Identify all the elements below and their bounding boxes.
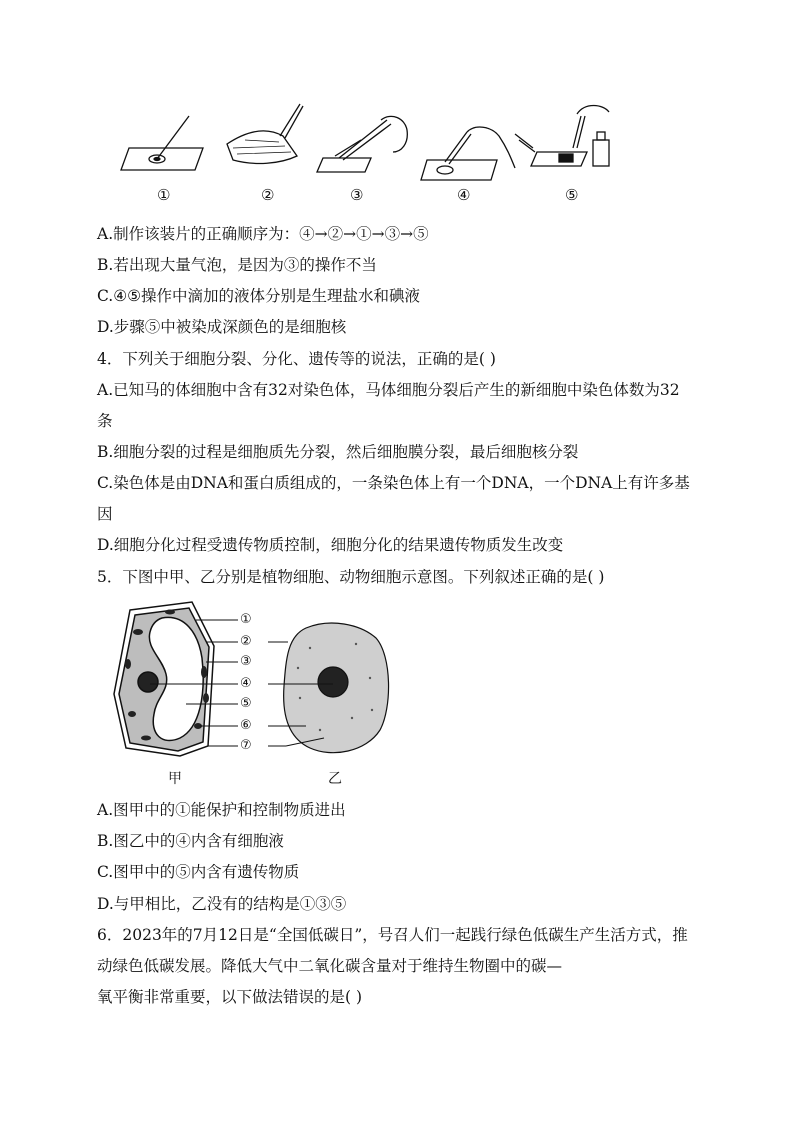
step-label-4: ④ [457,186,471,204]
plant-nucleus [138,672,158,692]
q4-option-c-line1: C.染色体是由DNA和蛋白质组成的，一条染色体上有一个DNA，一个DNA上有许多基 [97,474,690,492]
q6-stem-line2: 动绿色低碳发展。降低大气中二氧化碳含量对于维持生物圈中的碳— [97,957,563,975]
q6-stem-line1: 6．2023年的7月12日是“全国低碳日”，号召人们一起践行绿色低碳生产生活方式，推 [97,926,688,944]
animal-cell [284,623,389,753]
step3-slide [317,158,371,172]
q3-option-b: B.若出现大量气泡，是因为③的操作不当 [97,256,377,274]
q5-stem: 5．下图中甲、乙分别是植物细胞、动物细胞示意图。下列叙述正确的是( ) [97,568,605,586]
animal-cell-caption: 乙 [328,771,342,787]
q5-option-d: D.与甲相比，乙没有的结构是①③⑤ [97,895,347,913]
cell-diagram [110,598,410,788]
plant-cell-caption: 甲 [168,771,182,787]
cell-diagram-drawing [110,598,410,788]
cell-label-5: ⑤ [240,696,252,711]
cell-label-7: ⑦ [240,738,252,753]
q3-option-d: D.步骤⑤中被染成深颜色的是细胞核 [97,318,347,336]
cell-label-1: ① [240,612,252,627]
step-label-2: ② [261,186,275,204]
step4-slide [421,160,497,180]
q3-option-c: C.④⑤操作中滴加的液体分别是生理盐水和碘液 [97,287,421,305]
cell-label-2: ② [240,634,252,649]
step-label-1: ① [157,186,171,204]
q3-option-a: A.制作该装片的正确顺序为：④→②→①→③→⑤ [97,225,429,243]
step-label-5: ⑤ [565,186,579,204]
q5-option-a: A.图甲中的①能保护和控制物质进出 [97,801,346,819]
step5-bottle [593,140,609,166]
plant-cell [114,602,214,756]
step-label-3: ③ [350,186,364,204]
q4-stem: 4．下列关于细胞分裂、分化、遗传等的说法，正确的是( ) [97,350,496,368]
cell-label-4: ④ [240,676,252,691]
cell-label-3: ③ [240,654,252,669]
q5-option-c: C.图甲中的⑤内含有遗传物质 [97,863,300,881]
animal-nucleus [318,667,348,697]
q4-option-d: D.细胞分化过程受遗传物质控制，细胞分化的结果遗传物质发生改变 [97,536,564,554]
cell-label-6: ⑥ [240,718,252,733]
q6-stem-line3: 氧平衡非常重要，以下做法错误的是( ) [97,988,363,1006]
slide-steps-figure [115,96,635,208]
q5-option-b: B.图乙中的④内含有细胞液 [97,832,284,850]
q4-option-c-line2: 因 [97,505,113,523]
step4-hand [467,127,515,168]
q4-option-a-line1: A.已知马的体细胞中含有32对染色体，马体细胞分裂后产生的新细胞中染色体数为32 [97,381,680,399]
step5-hand [577,106,609,115]
slide-steps-drawing [115,96,635,208]
q4-option-a-line2: 条 [97,412,113,430]
q4-option-b: B.细胞分裂的过程是细胞质先分裂，然后细胞膜分裂，最后细胞核分裂 [97,443,579,461]
